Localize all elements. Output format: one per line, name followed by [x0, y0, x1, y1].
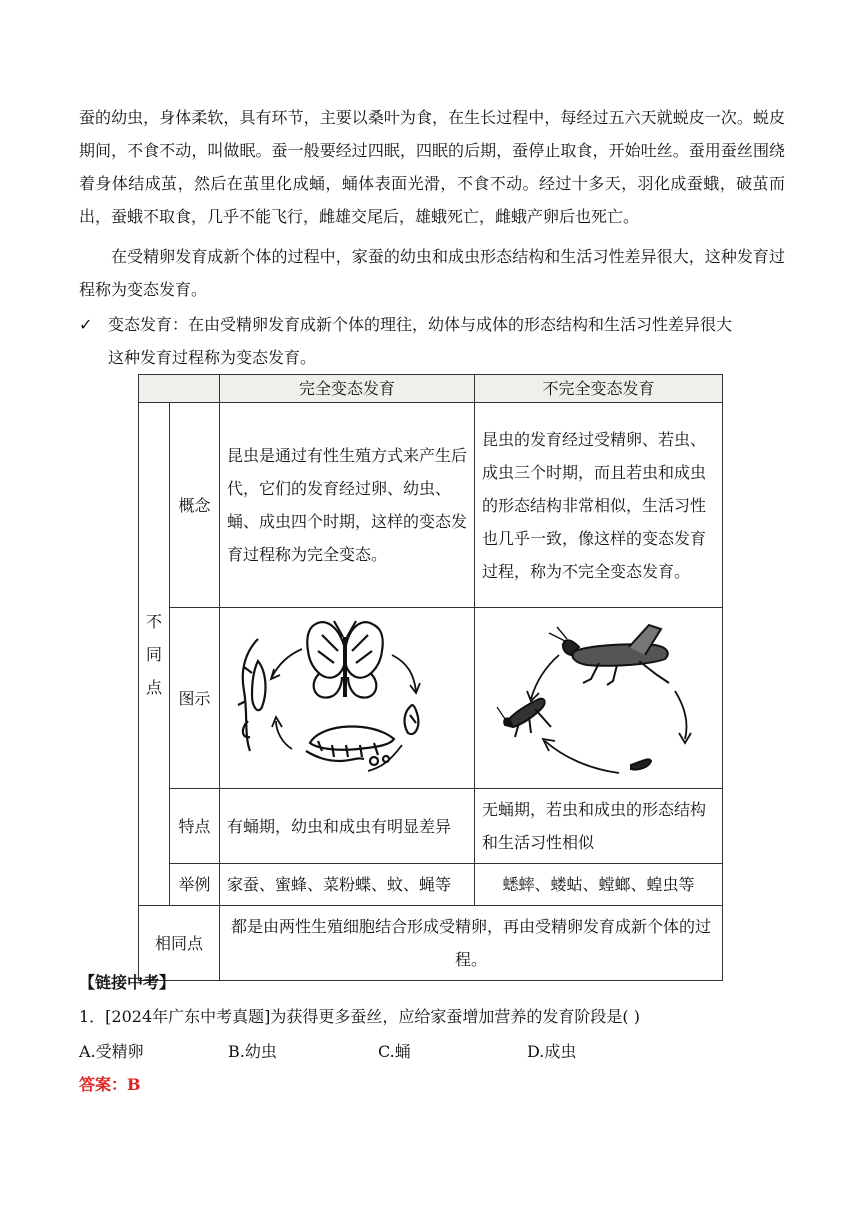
option-d: D.成虫 — [527, 1042, 577, 1061]
option-c: C.蛹 — [378, 1042, 411, 1061]
label-feature: 特点 — [170, 789, 220, 864]
section-title: 【链接中考】 — [79, 973, 176, 992]
table-row-figure — [139, 608, 723, 789]
comparison-table — [138, 374, 723, 981]
option-b: B.幼虫 — [228, 1042, 277, 1061]
question-1: 1．[2024年广东中考真题]为获得更多蚕丝，应给家蚕增加营养的发育阶段是( ) — [79, 1007, 640, 1026]
table-row-example — [139, 864, 723, 906]
metamorphosis-paragraph: 在受精卵发育成新个体的过程中，家蚕的幼虫和成虫形态结构和生活习性差异很大，这种发育过程称为变态发育。 — [79, 247, 785, 299]
header-incomplete: 不完全变态发育 — [475, 375, 723, 403]
table-row-same — [139, 906, 723, 981]
grasshopper-cycle-illustration — [479, 611, 719, 786]
table-row-concept — [139, 403, 723, 608]
table-header-row — [139, 375, 723, 403]
example-complete: 家蚕、蜜蜂、菜粉蝶、蚊、蝇等 — [220, 864, 475, 906]
answer: 答案：B — [79, 1075, 141, 1094]
concept-incomplete: 昆虫的发育经过受精卵、若虫、成虫三个时期，而且若虫和成虫的形态结构非常相似，生活习性也几乎一致，像这样的变态发育过程，称为不完全变态发育。 — [475, 403, 723, 608]
table-row-feature — [139, 789, 723, 864]
intro-paragraph: 蚕的幼虫，身体柔软，具有环节，主要以桑叶为食，在生长过程中，每经过五六天就蜕皮一次。蜕皮期间，不食不动，叫做眠。蚕一般要经过四眠，四眠的后期，蚕停止取食，开始吐丝。蚕用蚕丝围绕着身体结成茧，然后在茧里化成蛹，蛹体表面光滑，不食不动。经过十多天，羽化成蚕蛾，破茧而出，蚕蛾不取食，几乎不能飞行，雌雄交尾后，雄蛾死亡，雌蛾产卵后也死亡。 — [79, 108, 785, 226]
silkworm-lifecycle-figure — [220, 608, 475, 789]
label-example: 举例 — [170, 864, 220, 906]
butterfly-cycle-illustration — [222, 611, 472, 786]
check-icon: ✓ — [79, 315, 93, 334]
grasshopper-lifecycle-figure — [475, 608, 723, 789]
option-a: A.受精卵 — [79, 1042, 144, 1061]
example-incomplete: 蟋蟀、蝼蛄、螳螂、蝗虫等 — [475, 864, 723, 906]
header-empty-cell — [139, 375, 220, 403]
label-concept: 概念 — [170, 403, 220, 608]
bullet-continuation: 这种发育过程称为变态发育。 — [108, 348, 317, 367]
header-complete: 完全变态发育 — [220, 375, 475, 403]
label-figure: 图示 — [170, 608, 220, 789]
label-same: 相同点 — [139, 906, 220, 981]
feature-incomplete: 无蛹期，若虫和成虫的形态结构和生活习性相似 — [475, 789, 723, 864]
feature-complete: 有蛹期，幼虫和成虫有明显差异 — [220, 789, 475, 864]
concept-complete: 昆虫是通过有性生殖方式来产生后代，它们的发育经过卵、幼虫、蛹、成虫四个时期，这样的变态发育过程称为完全变态。 — [220, 403, 475, 608]
same-content: 都是由两性生殖细胞结合形成受精卵，再由受精卵发育成新个体的过程。 — [220, 906, 723, 981]
bullet-text: 变态发育：在由受精卵发育成新个体的理往，幼体与成体的形态结构和生活习性差异很大 — [108, 315, 733, 334]
label-differences: 不 同 点 — [139, 403, 170, 906]
